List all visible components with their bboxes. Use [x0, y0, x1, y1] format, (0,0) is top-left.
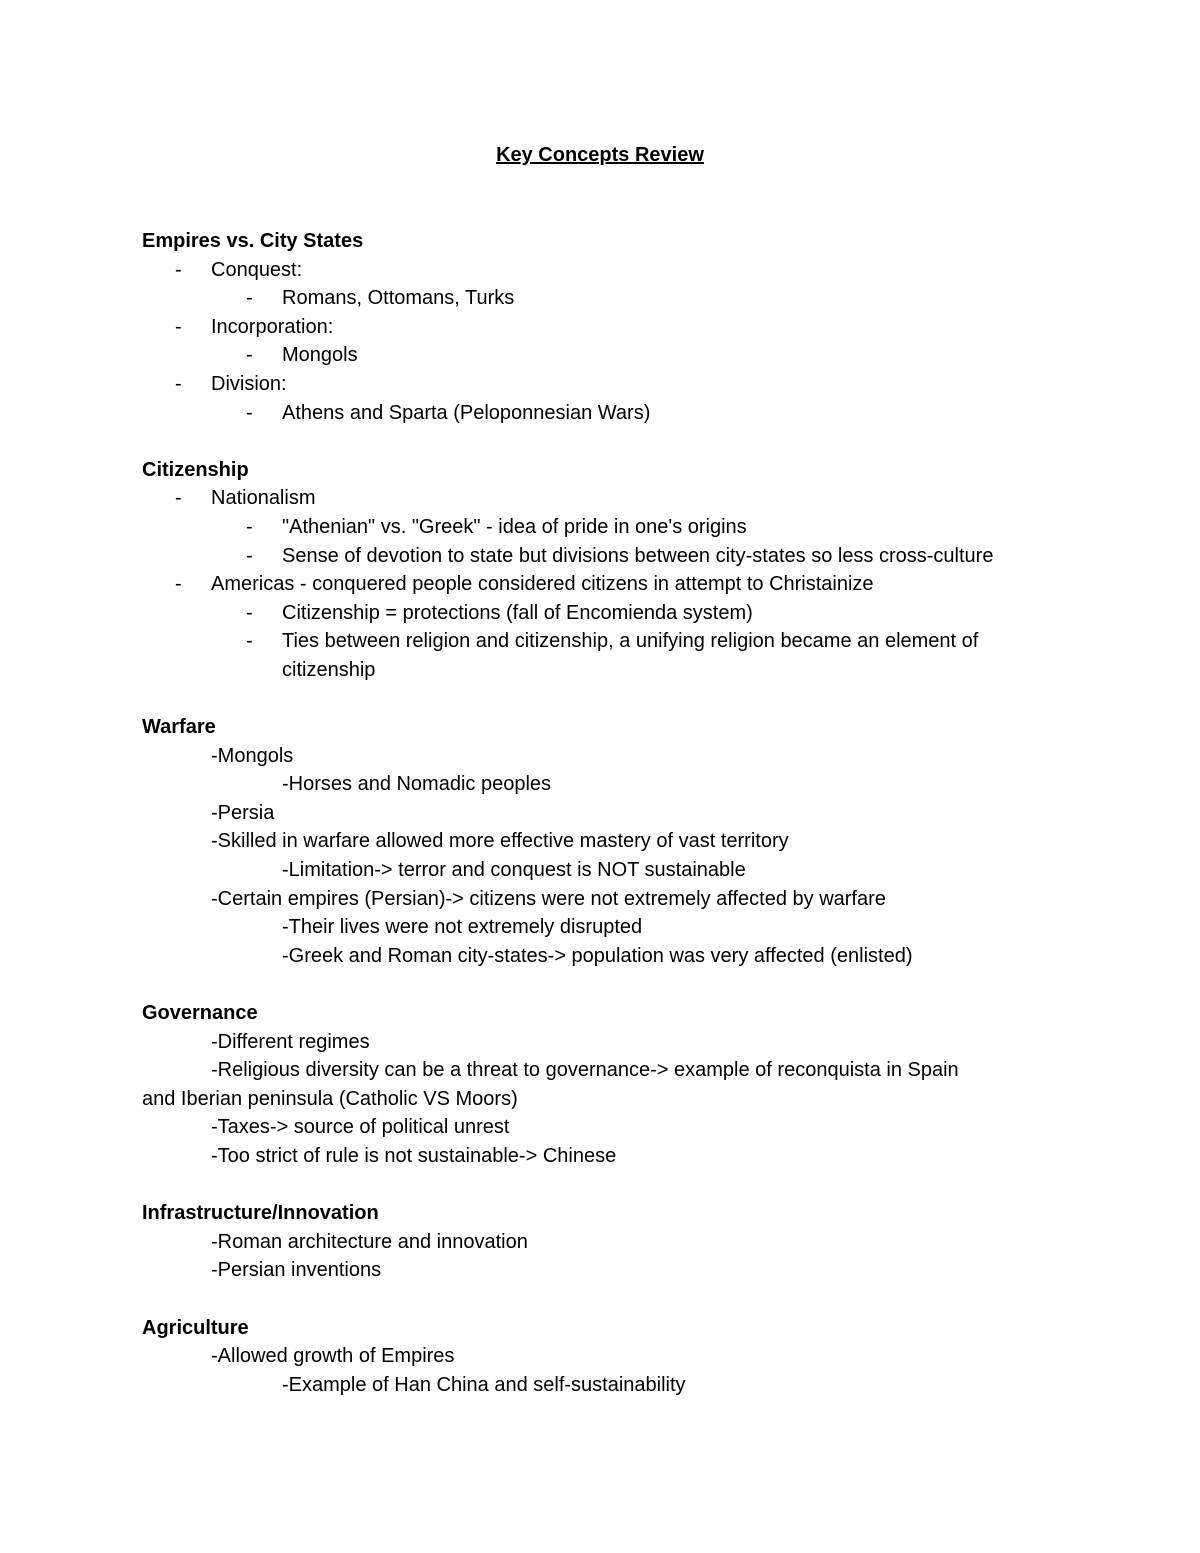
bullet-dash: -	[175, 573, 182, 596]
list-item	[142, 570, 1142, 599]
list-item-text: Citizenship = protections (fall of Encomienda system)	[282, 601, 753, 624]
section-heading-governance: Governance	[142, 1002, 258, 1025]
bullet-dash: -	[175, 258, 182, 281]
list-item	[142, 1028, 1142, 1057]
list-item	[142, 513, 1142, 542]
list-item-text: -Too strict of rule is not sustainable-> Chinese	[211, 1145, 617, 1167]
list-item-text: Sense of devotion to state but divisions between city-states so less cross-culture	[282, 544, 994, 567]
document-body	[142, 227, 1142, 1399]
blank-line	[142, 685, 1142, 714]
list-item-text: Americas - conquered people considered citizens in attempt to Christainize	[211, 573, 874, 596]
list-item	[142, 399, 1142, 428]
bullet-dash: -	[246, 344, 253, 367]
section-heading-warfare: Warfare	[142, 716, 216, 739]
list-item-text: -Taxes-> source of political unrest	[211, 1116, 510, 1139]
list-item-text: -Mongols	[211, 744, 294, 767]
list-item-text: Romans, Ottomans, Turks	[282, 287, 515, 310]
list-item-text: Nationalism	[211, 487, 316, 510]
list-item-continuation	[142, 1085, 1142, 1114]
list-item	[142, 1113, 1142, 1142]
list-item-text: -Persian inventions	[211, 1259, 382, 1282]
list-item-text: -Example of Han China and self-sustainability	[282, 1373, 686, 1396]
list-item-text: citizenship	[282, 658, 376, 681]
list-item-text: Division:	[211, 372, 287, 395]
list-item-text: -Roman architecture and innovation	[211, 1230, 528, 1253]
list-item	[142, 742, 1142, 771]
list-item	[142, 284, 1142, 313]
list-item	[142, 256, 1142, 285]
list-item-text: -Horses and Nomadic peoples	[282, 773, 552, 796]
bullet-dash: -	[175, 315, 182, 338]
page-title: Key Concepts Review	[496, 144, 704, 166]
list-item-text: Ties between religion and citizenship, a unifying religion became an element of	[282, 630, 979, 653]
list-item	[142, 1142, 1142, 1171]
list-item	[142, 341, 1142, 370]
bullet-dash: -	[175, 372, 182, 395]
section-heading-citizenship: Citizenship	[142, 458, 249, 481]
list-item	[142, 1256, 1142, 1285]
list-item	[142, 599, 1142, 628]
list-item-text: Conquest:	[211, 258, 303, 281]
bullet-dash: -	[246, 544, 253, 567]
list-item	[142, 856, 1142, 885]
list-item	[142, 942, 1142, 971]
bullet-dash: -	[246, 515, 253, 538]
list-item	[142, 770, 1142, 799]
list-item-continuation	[142, 656, 1142, 685]
list-item-text: -Limitation-> terror and conquest is NOT sustainable	[282, 859, 746, 882]
list-item	[142, 1056, 1142, 1085]
list-item-text: Athens and Sparta (Peloponnesian Wars)	[282, 401, 651, 424]
bullet-dash: -	[246, 601, 253, 624]
bullet-dash: -	[175, 487, 182, 510]
list-item-text: Mongols	[282, 344, 358, 367]
list-item-text: -Their lives were not extremely disrupted	[282, 916, 643, 939]
list-item	[142, 913, 1142, 942]
list-item	[142, 827, 1142, 856]
blank-line	[142, 1171, 1142, 1200]
section-heading-agriculture: Agriculture	[142, 1316, 249, 1339]
blank-line	[142, 427, 1142, 456]
list-item-text: -Persia	[211, 801, 275, 824]
bullet-dash: -	[246, 287, 253, 310]
list-item	[142, 484, 1142, 513]
list-item	[142, 370, 1142, 399]
list-item	[142, 542, 1142, 571]
section-heading-empires: Empires vs. City States	[142, 230, 364, 252]
list-item	[142, 799, 1142, 828]
blank-line	[142, 1285, 1142, 1314]
list-item-text: -Skilled in warfare allowed more effective mastery of vast territory	[211, 830, 789, 853]
list-item-text: Incorporation:	[211, 315, 334, 338]
section-heading-infrastructure: Infrastructure/Innovation	[142, 1202, 379, 1225]
list-item-text: -Religious diversity can be a threat to governance-> example of reconquista in Spain	[211, 1059, 959, 1082]
list-item	[142, 1228, 1142, 1257]
list-item	[142, 1371, 1142, 1400]
list-item-text: -Certain empires (Persian)-> citizens were not extremely affected by warfare	[211, 887, 886, 910]
bullet-dash: -	[246, 630, 253, 653]
blank-line	[142, 970, 1142, 999]
list-item-text: "Athenian" vs. "Greek" - idea of pride in one's origins	[282, 515, 747, 538]
bullet-dash: -	[246, 401, 253, 424]
list-item-text: -Greek and Roman city-states-> population was very affected (enlisted)	[282, 944, 913, 967]
list-item	[142, 313, 1142, 342]
list-item-text: and Iberian peninsula (Catholic VS Moors)	[142, 1087, 518, 1110]
list-item	[142, 1342, 1142, 1371]
list-item-text: -Different regimes	[211, 1030, 370, 1053]
list-item-text: -Allowed growth of Empires	[211, 1345, 455, 1368]
list-item	[142, 627, 1142, 656]
list-item	[142, 885, 1142, 914]
